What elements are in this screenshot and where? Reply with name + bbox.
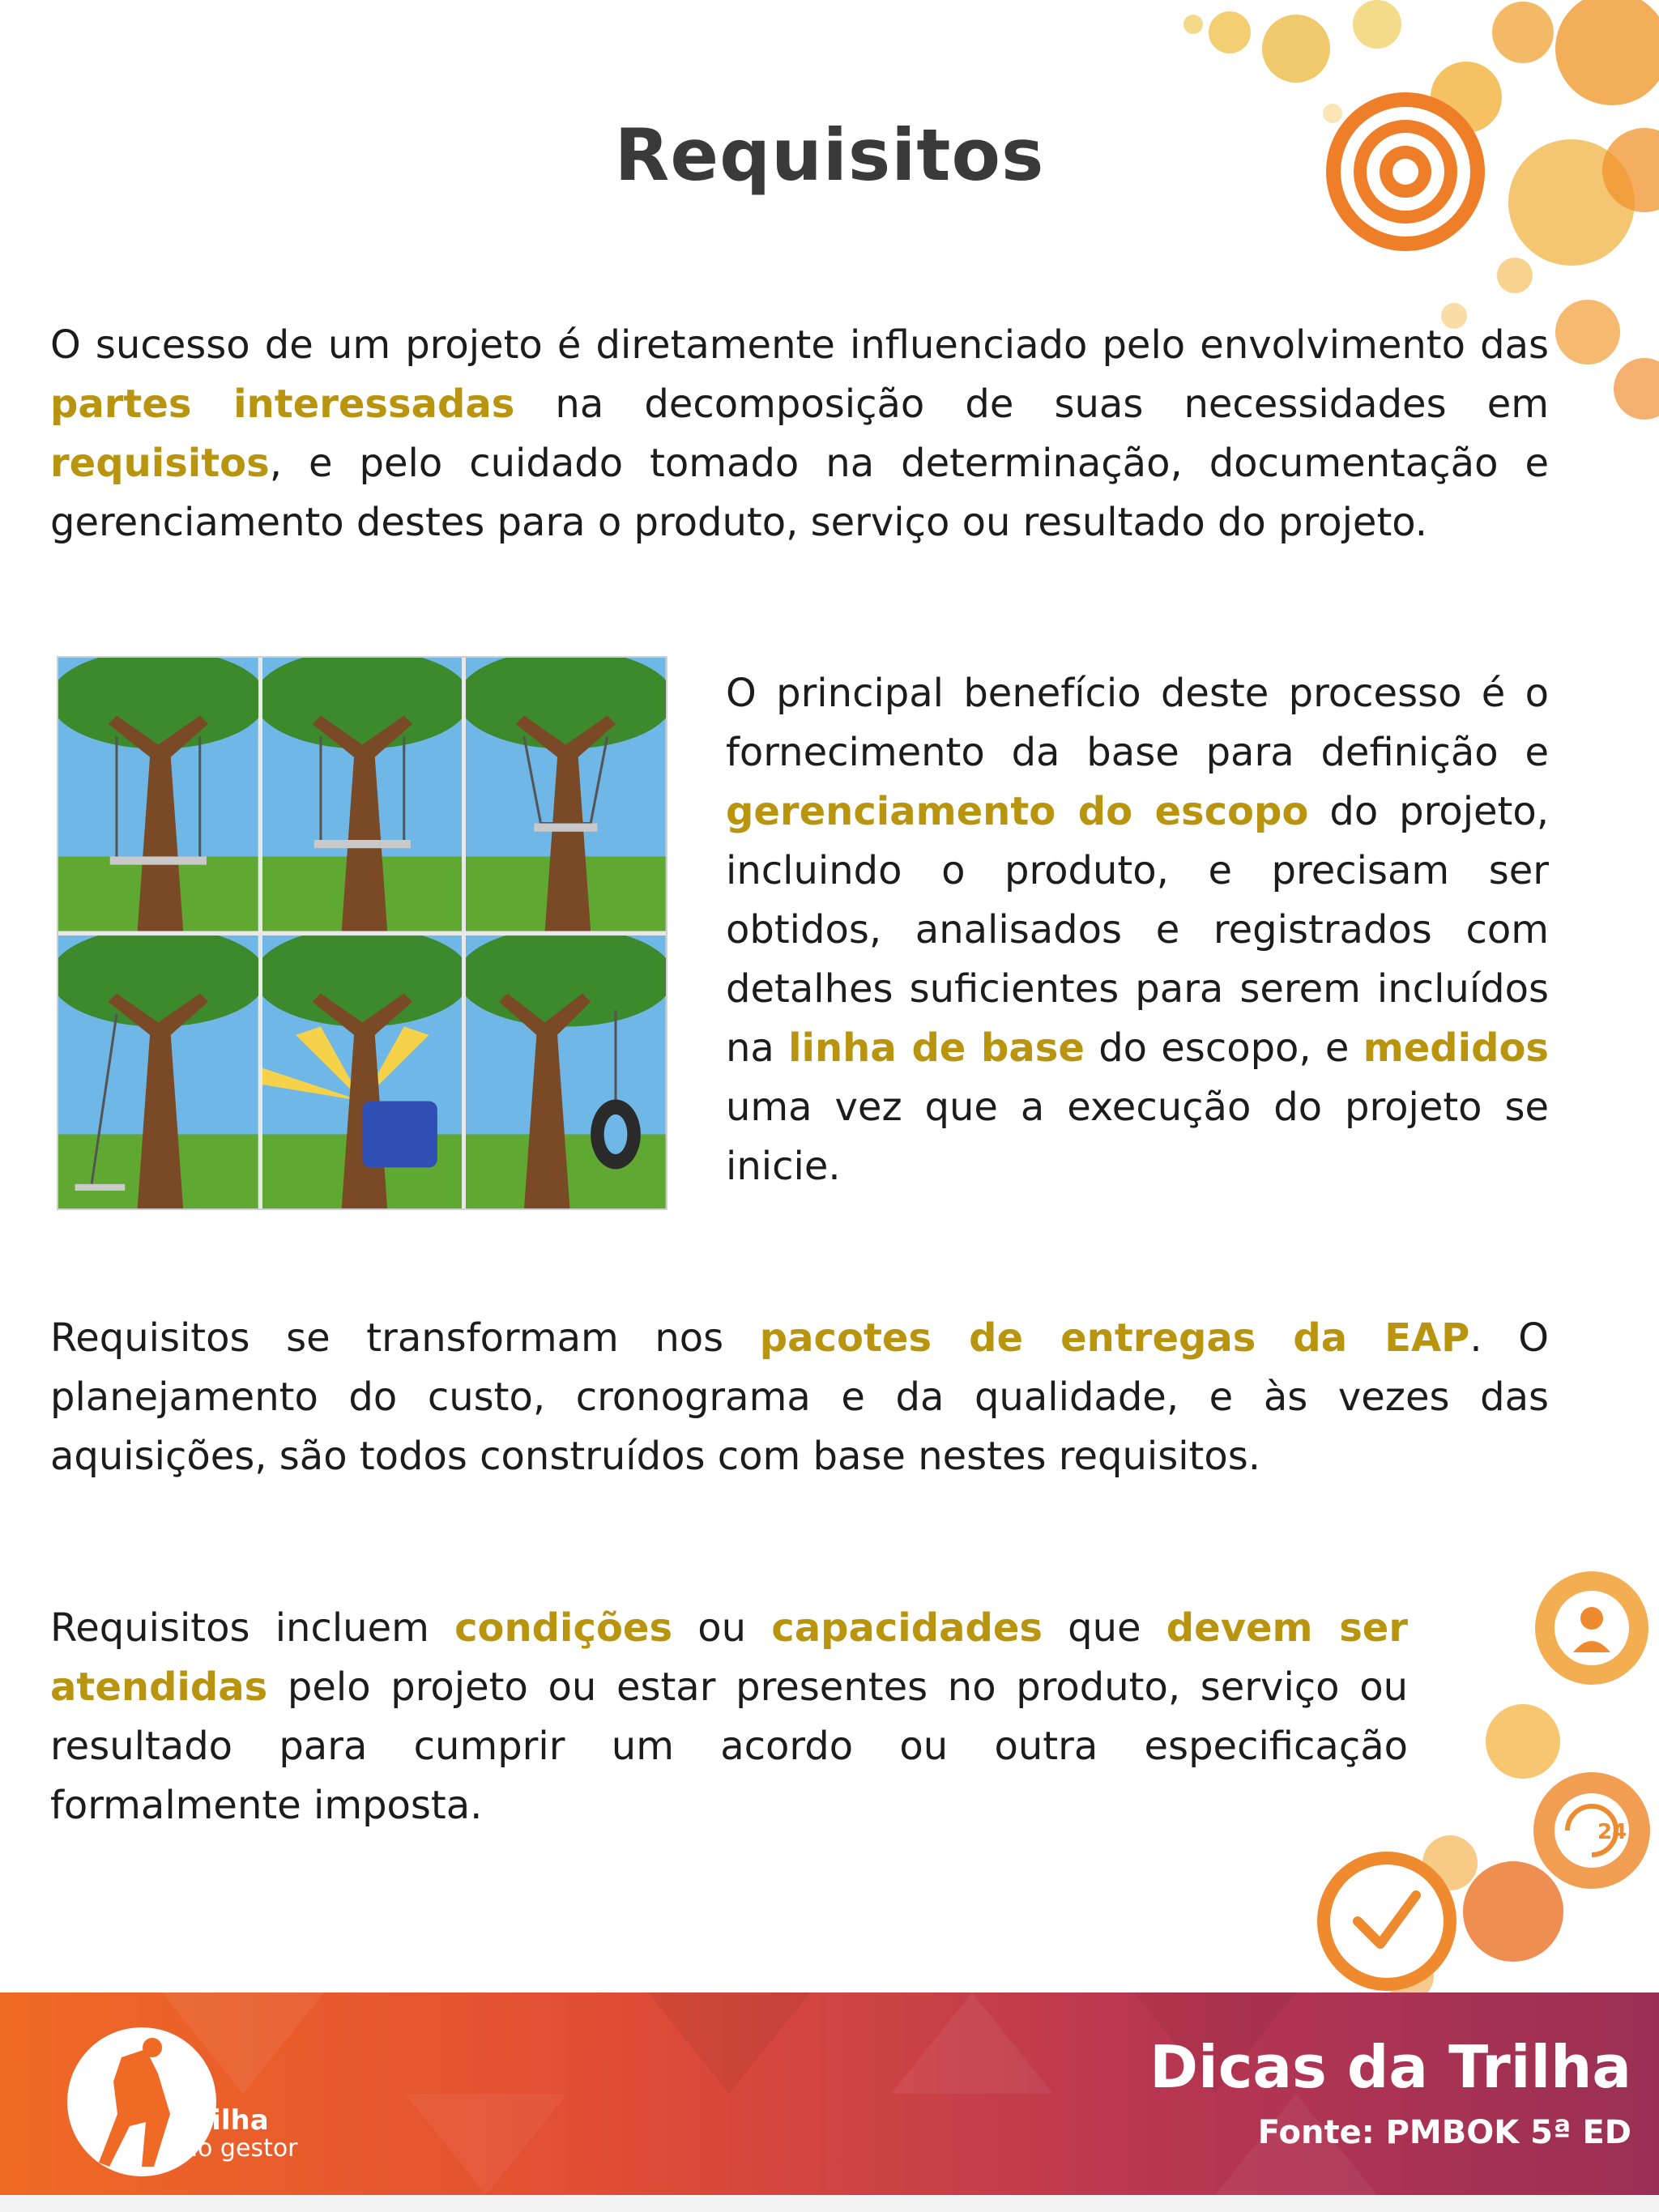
checkmark-icon xyxy=(1317,1852,1456,1991)
highlight-term: medidos xyxy=(1363,1025,1549,1071)
text: ou xyxy=(672,1605,772,1651)
footer-source: Fonte: PMBOK 5ª ED xyxy=(1257,2114,1631,2151)
paragraph-benefit xyxy=(726,664,1549,1196)
person-icon xyxy=(1555,1591,1629,1665)
tree-swing-illustration xyxy=(57,656,667,1210)
logo-name: Trilha xyxy=(182,2104,269,2137)
text: Requisitos incluem xyxy=(50,1605,455,1651)
text: pelo projeto ou estar presentes no produto, serviço ou resultado para cumprir um acordo ou outra especificação formalmente imposta. xyxy=(50,1664,1408,1828)
text: Requisitos se transformam nos xyxy=(50,1315,760,1361)
tree-swing-panel xyxy=(262,658,463,931)
tree-swing-panel xyxy=(58,658,258,931)
highlight-term: pacotes de entregas da EAP xyxy=(759,1315,1470,1361)
text: uma vez que a execução do projeto se inicie. xyxy=(726,1085,1549,1189)
tree-swing-panel xyxy=(58,936,258,1209)
clock-label: 24 xyxy=(1597,1820,1627,1844)
text: . O planejamento do custo, cronograma e da qualidade, e às vezes das aquisições, são todos construídos com base nestes requisitos. xyxy=(50,1315,1550,1479)
highlight-term: requisitos xyxy=(50,441,270,486)
text: do projeto, incluindo o produto, e precisam ser obtidos, analisados e registrados com detalhes suficientes para serem incluídos na xyxy=(726,789,1549,1071)
text: O sucesso de um projeto é diretamente influenciado pelo envolvimento das xyxy=(50,322,1549,368)
tree-swing-panel xyxy=(466,658,666,931)
paragraph-intro xyxy=(50,316,1549,552)
text: que xyxy=(1042,1605,1166,1651)
footer-banner xyxy=(0,1993,1659,2195)
highlight-term: condições xyxy=(454,1605,673,1651)
tree-swing-panel xyxy=(466,936,666,1209)
highlight-term: linha de base xyxy=(788,1025,1085,1071)
text: , e pelo cuidado tomado na determinação, documentação e gerenciamento destes para o produto, serviço ou resultado do projeto. xyxy=(50,441,1549,545)
paragraph-eap xyxy=(50,1309,1549,1486)
tree-swing-panel xyxy=(262,936,463,1209)
highlight-term: partes interessadas xyxy=(50,381,515,427)
page-title: Requisitos xyxy=(614,113,1045,197)
logo-subtitle: do gestor xyxy=(182,2134,298,2163)
text: na decomposição de suas necessidades em xyxy=(514,381,1549,427)
highlight-term: capacidades xyxy=(771,1605,1043,1651)
highlight-term: devem ser atendidas xyxy=(50,1605,1408,1710)
paragraph-conditions xyxy=(50,1599,1408,1835)
highlight-term: gerenciamento do escopo xyxy=(726,789,1309,834)
footer-title: Dicas da Trilha xyxy=(1149,2033,1631,2101)
clock-24-icon xyxy=(1555,1793,1629,1868)
text: O principal benefício deste processo é o fornecimento da base para definição e xyxy=(726,671,1549,775)
text: do escopo, e xyxy=(1084,1025,1363,1071)
bottom-strip xyxy=(0,2195,1659,2212)
